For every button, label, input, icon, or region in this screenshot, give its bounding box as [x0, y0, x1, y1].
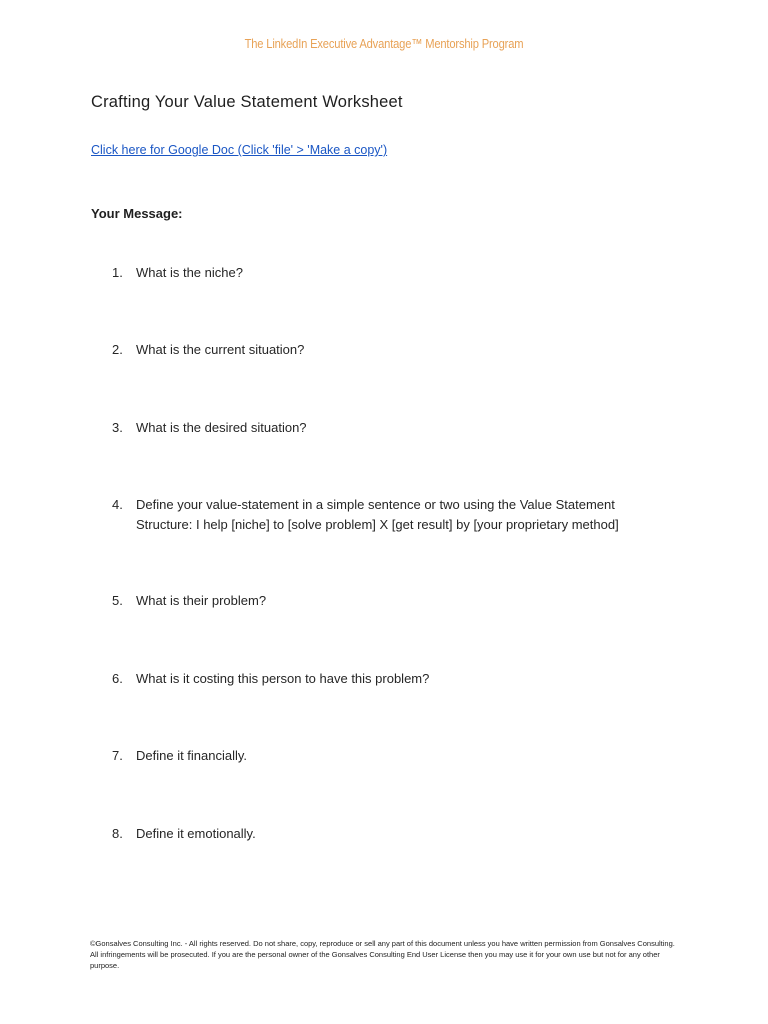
question-text: What is their problem?: [136, 593, 267, 608]
question-text: Define it emotionally.: [136, 826, 256, 841]
program-header: The LinkedIn Executive Advantage™ Mentorship Program: [244, 36, 524, 51]
question-item: [112, 591, 672, 611]
question-item: [112, 669, 672, 689]
question-number: 6.: [112, 671, 123, 686]
question-number: 7.: [112, 748, 123, 763]
question-item: [112, 418, 672, 438]
question-number: 1.: [112, 265, 123, 280]
question-number: 8.: [112, 826, 123, 841]
question-item: [112, 824, 672, 844]
question-text: What is the current situation?: [136, 342, 305, 357]
question-number: 2.: [112, 342, 123, 357]
question-item: [112, 495, 672, 535]
question-text: Define it financially.: [136, 748, 248, 763]
google-doc-link[interactable]: Click here for Google Doc (Click 'file' > 'Make a copy'): [91, 143, 388, 157]
question-text: What is the niche?: [136, 265, 243, 280]
question-item: [112, 340, 672, 360]
copyright-footer: ©Gonsalves Consulting Inc. - All rights reserved. Do not share, copy, reproduce or sell any part of this document unless you have written permission from Gonsalves Consulting. All infringements will be prosecuted. If you are the personal owner of the Gonsalves Consulting End User License then you may use it for your own use but not for any other purpose.: [90, 939, 675, 970]
question-number: 3.: [112, 420, 123, 435]
question-number: 4.: [112, 497, 123, 512]
section-heading: Your Message:: [91, 206, 183, 221]
page-title: Crafting Your Value Statement Worksheet: [91, 93, 403, 111]
question-number: 5.: [112, 593, 123, 608]
question-item: [112, 746, 672, 766]
question-text: What is the desired situation?: [136, 420, 307, 435]
question-text: What is it costing this person to have this problem?: [136, 671, 430, 686]
question-item: [112, 263, 672, 283]
question-text: Define your value-statement in a simple sentence or two using the Value Statement Structure: I help [niche] to [solve problem] X [get result] by [your proprietary method]: [136, 497, 619, 532]
